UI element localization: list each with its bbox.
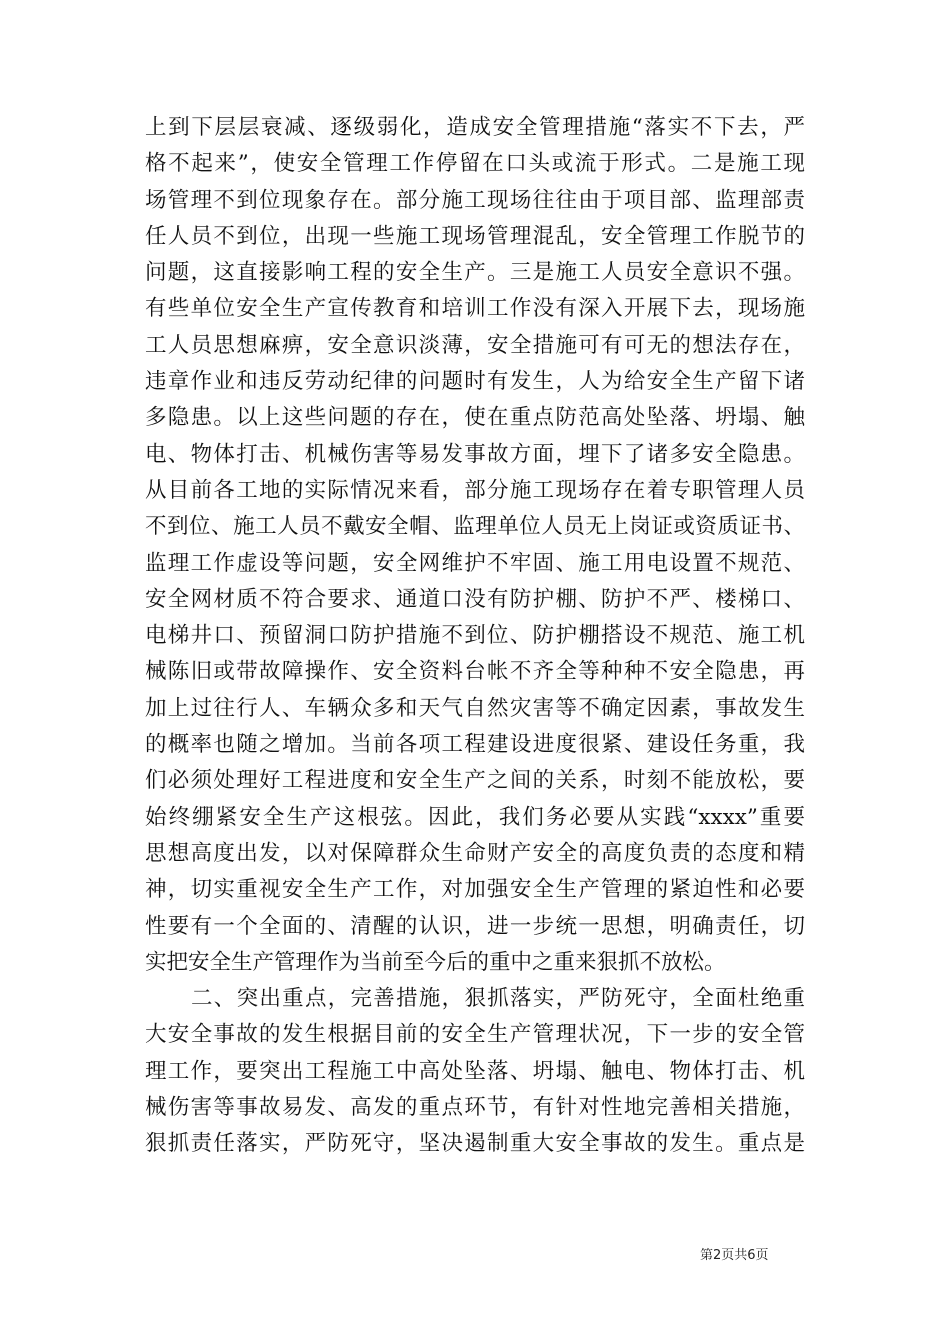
text-line: 有些单位安全生产宣传教育和培训工作没有深入开展下去，现场施: [145, 296, 805, 322]
text-line: 从目前各工地的实际情况来看，部分施工现场存在着专职管理人员: [145, 477, 805, 503]
document-body: [145, 110, 805, 1163]
text-line: 械伤害等事故易发、高发的重点环节，有针对性地完善相关措施，: [145, 1095, 805, 1121]
text-line: 始终绷紧安全生产这根弦。因此，我们务必要从实践“xxxx”重要: [145, 804, 805, 830]
text-line: 的概率也随之增加。当前各项工程建设进度很紧、建设任务重，我: [145, 732, 805, 758]
text-line: 监理工作虚设等问题，安全网维护不牢固、施工用电设置不规范、: [145, 550, 805, 576]
text-line: 思想高度出发，以对保障群众生命财产安全的高度负责的态度和精: [145, 840, 805, 866]
text-line: 加上过往行人、车辆众多和天气自然灾害等不确定因素，事故发生: [145, 695, 805, 721]
text-line: 工人员思想麻痹，安全意识淡薄，安全措施可有可无的想法存在，: [145, 332, 805, 358]
text-line: 电、物体打击、机械伤害等易发事故方面，埋下了诸多安全隐患。: [145, 441, 805, 467]
text-line: 们必须处理好工程进度和安全生产之间的关系，时刻不能放松，要: [145, 768, 805, 794]
text-line: 不到位、施工人员不戴安全帽、监理单位人员无上岗证或资质证书、: [145, 514, 805, 540]
text-line: 狠抓责任落实，严防死守，坚决遏制重大安全事故的发生。重点是: [145, 1131, 805, 1157]
text-line: 实把安全生产管理作为当前至今后的重中之重来狠抓不放松。: [145, 949, 726, 975]
text-line: 上到下层层衰减、逐级弱化，造成安全管理措施“落实不下去，严: [145, 115, 805, 140]
text-line: 大安全事故的发生根据目前的安全生产管理状况，下一步的安全管: [145, 1022, 805, 1048]
text-line: 多隐患。以上这些问题的存在，使在重点防范高处坠落、坍塌、触: [145, 405, 805, 431]
text-line: 安全网材质不符合要求、通道口没有防护棚、防护不严、楼梯口、: [145, 586, 805, 612]
page-number-footer: 第2页共6页: [700, 1248, 769, 1263]
text-line: 电梯井口、预留洞口防护措施不到位、防护棚搭设不规范、施工机: [145, 623, 805, 649]
text-line: 违章作业和违反劳动纪律的问题时有发生，人为给安全生产留下诸: [145, 369, 805, 395]
text-line: 二、突出重点，完善措施，狠抓落实，严防死守，全面杜绝重: [191, 986, 805, 1012]
text-line: 问题，这直接影响工程的安全生产。三是施工人员安全意识不强。: [145, 260, 805, 286]
text-line: 神，切实重视安全生产工作，对加强安全生产管理的紧迫性和必要: [145, 877, 805, 903]
text-line: 性要有一个全面的、清醒的认识，进一步统一思想，明确责任，切: [145, 913, 805, 939]
text-line: 理工作，要突出工程施工中高处坠落、坍塌、触电、物体打击、机: [145, 1058, 805, 1084]
text-line: 场管理不到位现象存在。部分施工现场往往由于项目部、监理部责: [145, 187, 805, 213]
text-line: 格不起来”，使安全管理工作停留在口头或流于形式。二是施工现: [145, 151, 805, 177]
text-line: 任人员不到位，出现一些施工现场管理混乱，安全管理工作脱节的: [145, 223, 805, 249]
text-line: 械陈旧或带故障操作、安全资料台帐不齐全等种种不安全隐患，再: [145, 659, 805, 685]
